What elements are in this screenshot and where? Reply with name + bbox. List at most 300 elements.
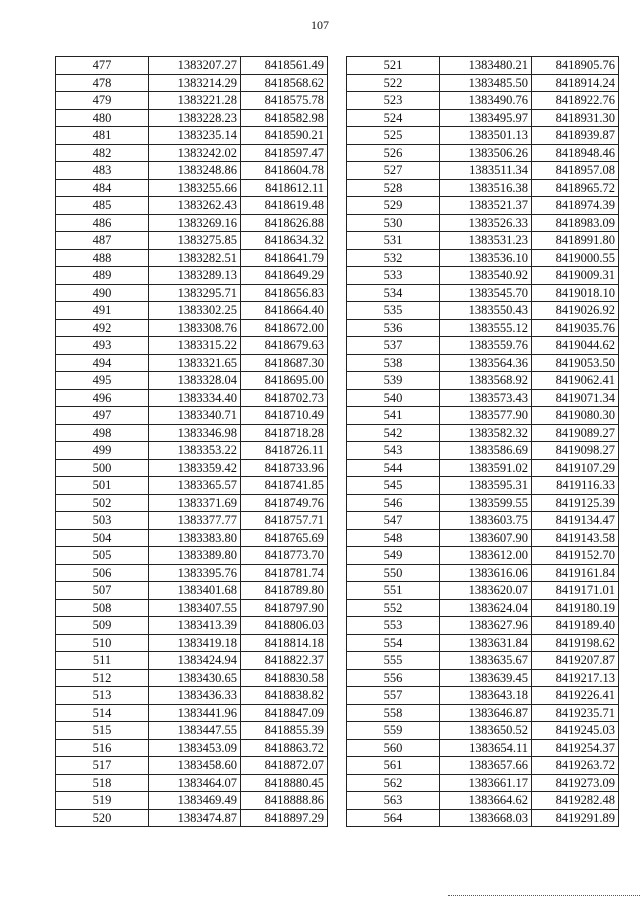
table-row	[347, 407, 619, 425]
table-row	[56, 459, 328, 477]
point-number-cell: 511	[56, 652, 149, 670]
point-number-cell: 482	[56, 144, 149, 162]
x-coordinate-cell: 1383650.52	[440, 722, 532, 740]
table-row	[347, 442, 619, 460]
point-number-cell: 507	[56, 582, 149, 600]
y-coordinate-cell: 8418702.73	[241, 389, 328, 407]
point-number-cell: 563	[347, 792, 440, 810]
point-number-cell: 514	[56, 704, 149, 722]
x-coordinate-cell: 1383661.17	[440, 774, 532, 792]
x-coordinate-cell: 1383315.22	[149, 337, 241, 355]
point-number-cell: 559	[347, 722, 440, 740]
y-coordinate-cell: 8418575.78	[241, 92, 328, 110]
table-row	[347, 214, 619, 232]
table-row	[56, 687, 328, 705]
x-coordinate-cell: 1383302.25	[149, 302, 241, 320]
point-number-cell: 561	[347, 757, 440, 775]
x-coordinate-cell: 1383214.29	[149, 74, 241, 92]
table-row	[56, 722, 328, 740]
y-coordinate-cell: 8418582.98	[241, 109, 328, 127]
y-coordinate-cell: 8419053.50	[532, 354, 619, 372]
point-number-cell: 481	[56, 127, 149, 145]
x-coordinate-cell: 1383654.11	[440, 739, 532, 757]
x-coordinate-cell: 1383643.18	[440, 687, 532, 705]
table-row	[347, 92, 619, 110]
table-row	[56, 74, 328, 92]
y-coordinate-cell: 8418757.71	[241, 512, 328, 530]
y-coordinate-cell: 8419035.76	[532, 319, 619, 337]
table-row	[347, 529, 619, 547]
x-coordinate-cell: 1383646.87	[440, 704, 532, 722]
x-coordinate-cell: 1383573.43	[440, 389, 532, 407]
x-coordinate-cell: 1383595.31	[440, 477, 532, 495]
y-coordinate-cell: 8419152.70	[532, 547, 619, 565]
point-number-cell: 489	[56, 267, 149, 285]
y-coordinate-cell: 8419098.27	[532, 442, 619, 460]
coordinates-table-left-body	[56, 57, 328, 827]
x-coordinate-cell: 1383346.98	[149, 424, 241, 442]
point-number-cell: 515	[56, 722, 149, 740]
table-row	[56, 284, 328, 302]
table-row	[56, 809, 328, 827]
table-row	[347, 372, 619, 390]
point-number-cell: 512	[56, 669, 149, 687]
y-coordinate-cell: 8419026.92	[532, 302, 619, 320]
x-coordinate-cell: 1383207.27	[149, 57, 241, 75]
x-coordinate-cell: 1383635.67	[440, 652, 532, 670]
point-number-cell: 508	[56, 599, 149, 617]
y-coordinate-cell: 8419009.31	[532, 267, 619, 285]
x-coordinate-cell: 1383474.87	[149, 809, 241, 827]
y-coordinate-cell: 8418830.58	[241, 669, 328, 687]
point-number-cell: 480	[56, 109, 149, 127]
point-number-cell: 528	[347, 179, 440, 197]
x-coordinate-cell: 1383262.43	[149, 197, 241, 215]
point-number-cell: 503	[56, 512, 149, 530]
x-coordinate-cell: 1383308.76	[149, 319, 241, 337]
point-number-cell: 513	[56, 687, 149, 705]
x-coordinate-cell: 1383591.02	[440, 459, 532, 477]
table-row	[56, 144, 328, 162]
x-coordinate-cell: 1383447.55	[149, 722, 241, 740]
table-row	[347, 792, 619, 810]
point-number-cell: 517	[56, 757, 149, 775]
point-number-cell: 560	[347, 739, 440, 757]
y-coordinate-cell: 8418590.21	[241, 127, 328, 145]
y-coordinate-cell: 8418914.24	[532, 74, 619, 92]
table-row	[56, 214, 328, 232]
y-coordinate-cell: 8418863.72	[241, 739, 328, 757]
y-coordinate-cell: 8418619.48	[241, 197, 328, 215]
point-number-cell: 525	[347, 127, 440, 145]
y-coordinate-cell: 8419273.09	[532, 774, 619, 792]
point-number-cell: 486	[56, 214, 149, 232]
table-row	[56, 582, 328, 600]
point-number-cell: 534	[347, 284, 440, 302]
x-coordinate-cell: 1383627.96	[440, 617, 532, 635]
coordinates-table-right	[346, 56, 619, 827]
y-coordinate-cell: 8418939.87	[532, 127, 619, 145]
x-coordinate-cell: 1383586.69	[440, 442, 532, 460]
x-coordinate-cell: 1383495.97	[440, 109, 532, 127]
x-coordinate-cell: 1383540.92	[440, 267, 532, 285]
x-coordinate-cell: 1383511.34	[440, 162, 532, 180]
point-number-cell: 554	[347, 634, 440, 652]
x-coordinate-cell: 1383282.51	[149, 249, 241, 267]
x-coordinate-cell: 1383531.23	[440, 232, 532, 250]
point-number-cell: 531	[347, 232, 440, 250]
point-number-cell: 527	[347, 162, 440, 180]
y-coordinate-cell: 8418641.79	[241, 249, 328, 267]
table-row	[56, 442, 328, 460]
y-coordinate-cell: 8418957.08	[532, 162, 619, 180]
y-coordinate-cell: 8419044.62	[532, 337, 619, 355]
y-coordinate-cell: 8419089.27	[532, 424, 619, 442]
y-coordinate-cell: 8418773.70	[241, 547, 328, 565]
table-row	[347, 459, 619, 477]
x-coordinate-cell: 1383577.90	[440, 407, 532, 425]
point-number-cell: 540	[347, 389, 440, 407]
x-coordinate-cell: 1383424.94	[149, 652, 241, 670]
point-number-cell: 564	[347, 809, 440, 827]
y-coordinate-cell: 8418806.03	[241, 617, 328, 635]
x-coordinate-cell: 1383490.76	[440, 92, 532, 110]
y-coordinate-cell: 8418741.85	[241, 477, 328, 495]
point-number-cell: 547	[347, 512, 440, 530]
table-row	[347, 512, 619, 530]
y-coordinate-cell: 8418679.63	[241, 337, 328, 355]
point-number-cell: 499	[56, 442, 149, 460]
x-coordinate-cell: 1383506.26	[440, 144, 532, 162]
x-coordinate-cell: 1383371.69	[149, 494, 241, 512]
y-coordinate-cell: 8418733.96	[241, 459, 328, 477]
y-coordinate-cell: 8419217.13	[532, 669, 619, 687]
table-row	[347, 74, 619, 92]
y-coordinate-cell: 8419143.58	[532, 529, 619, 547]
point-number-cell: 495	[56, 372, 149, 390]
point-number-cell: 543	[347, 442, 440, 460]
x-coordinate-cell: 1383453.09	[149, 739, 241, 757]
table-row	[347, 652, 619, 670]
y-coordinate-cell: 8419062.41	[532, 372, 619, 390]
x-coordinate-cell: 1383485.50	[440, 74, 532, 92]
point-number-cell: 552	[347, 599, 440, 617]
point-number-cell: 518	[56, 774, 149, 792]
table-row	[347, 267, 619, 285]
table-row	[347, 424, 619, 442]
point-number-cell: 550	[347, 564, 440, 582]
point-number-cell: 497	[56, 407, 149, 425]
x-coordinate-cell: 1383599.55	[440, 494, 532, 512]
y-coordinate-cell: 8418710.49	[241, 407, 328, 425]
y-coordinate-cell: 8418781.74	[241, 564, 328, 582]
y-coordinate-cell: 8418568.62	[241, 74, 328, 92]
point-number-cell: 522	[347, 74, 440, 92]
point-number-cell: 546	[347, 494, 440, 512]
y-coordinate-cell: 8418897.29	[241, 809, 328, 827]
table-row	[56, 774, 328, 792]
y-coordinate-cell: 8419263.72	[532, 757, 619, 775]
table-row	[56, 197, 328, 215]
table-row	[347, 249, 619, 267]
y-coordinate-cell: 8419207.87	[532, 652, 619, 670]
y-coordinate-cell: 8418612.11	[241, 179, 328, 197]
y-coordinate-cell: 8419107.29	[532, 459, 619, 477]
table-row	[56, 109, 328, 127]
table-row	[56, 302, 328, 320]
y-coordinate-cell: 8418872.07	[241, 757, 328, 775]
y-coordinate-cell: 8418597.47	[241, 144, 328, 162]
point-number-cell: 501	[56, 477, 149, 495]
point-number-cell: 500	[56, 459, 149, 477]
table-row	[347, 162, 619, 180]
y-coordinate-cell: 8419198.62	[532, 634, 619, 652]
point-number-cell: 484	[56, 179, 149, 197]
x-coordinate-cell: 1383536.10	[440, 249, 532, 267]
table-row	[56, 599, 328, 617]
table-row	[56, 547, 328, 565]
y-coordinate-cell: 8419000.55	[532, 249, 619, 267]
point-number-cell: 532	[347, 249, 440, 267]
point-number-cell: 545	[347, 477, 440, 495]
x-coordinate-cell: 1383480.21	[440, 57, 532, 75]
y-coordinate-cell: 8418765.69	[241, 529, 328, 547]
x-coordinate-cell: 1383624.04	[440, 599, 532, 617]
y-coordinate-cell: 8418695.00	[241, 372, 328, 390]
x-coordinate-cell: 1383340.71	[149, 407, 241, 425]
y-coordinate-cell: 8418880.45	[241, 774, 328, 792]
table-row	[347, 232, 619, 250]
y-coordinate-cell: 8418855.39	[241, 722, 328, 740]
x-coordinate-cell: 1383664.62	[440, 792, 532, 810]
point-number-cell: 533	[347, 267, 440, 285]
x-coordinate-cell: 1383395.76	[149, 564, 241, 582]
point-number-cell: 510	[56, 634, 149, 652]
x-coordinate-cell: 1383269.16	[149, 214, 241, 232]
table-row	[347, 774, 619, 792]
x-coordinate-cell: 1383255.66	[149, 179, 241, 197]
table-row	[56, 617, 328, 635]
point-number-cell: 493	[56, 337, 149, 355]
point-number-cell: 551	[347, 582, 440, 600]
table-row	[56, 634, 328, 652]
point-number-cell: 536	[347, 319, 440, 337]
y-coordinate-cell: 8418726.11	[241, 442, 328, 460]
y-coordinate-cell: 8418626.88	[241, 214, 328, 232]
y-coordinate-cell: 8418814.18	[241, 634, 328, 652]
x-coordinate-cell: 1383383.80	[149, 529, 241, 547]
x-coordinate-cell: 1383235.14	[149, 127, 241, 145]
point-number-cell: 509	[56, 617, 149, 635]
table-row	[347, 722, 619, 740]
y-coordinate-cell: 8419080.30	[532, 407, 619, 425]
table-row	[56, 564, 328, 582]
x-coordinate-cell: 1383441.96	[149, 704, 241, 722]
point-number-cell: 504	[56, 529, 149, 547]
point-number-cell: 544	[347, 459, 440, 477]
x-coordinate-cell: 1383620.07	[440, 582, 532, 600]
point-number-cell: 519	[56, 792, 149, 810]
point-number-cell: 526	[347, 144, 440, 162]
x-coordinate-cell: 1383582.32	[440, 424, 532, 442]
x-coordinate-cell: 1383501.13	[440, 127, 532, 145]
table-row	[347, 809, 619, 827]
table-row	[56, 57, 328, 75]
table-row	[56, 652, 328, 670]
point-number-cell: 505	[56, 547, 149, 565]
table-row	[347, 599, 619, 617]
point-number-cell: 483	[56, 162, 149, 180]
x-coordinate-cell: 1383668.03	[440, 809, 532, 827]
table-row	[347, 564, 619, 582]
x-coordinate-cell: 1383458.60	[149, 757, 241, 775]
table-row	[56, 494, 328, 512]
y-coordinate-cell: 8418888.86	[241, 792, 328, 810]
table-row	[56, 477, 328, 495]
table-row	[56, 529, 328, 547]
x-coordinate-cell: 1383616.06	[440, 564, 532, 582]
table-row	[347, 547, 619, 565]
point-number-cell: 502	[56, 494, 149, 512]
table-row	[56, 249, 328, 267]
table-row	[347, 109, 619, 127]
point-number-cell: 529	[347, 197, 440, 215]
table-row	[56, 267, 328, 285]
table-row	[347, 302, 619, 320]
y-coordinate-cell: 8419291.89	[532, 809, 619, 827]
point-number-cell: 491	[56, 302, 149, 320]
x-coordinate-cell: 1383607.90	[440, 529, 532, 547]
table-row	[347, 197, 619, 215]
y-coordinate-cell: 8419254.37	[532, 739, 619, 757]
point-number-cell: 496	[56, 389, 149, 407]
point-number-cell: 490	[56, 284, 149, 302]
point-number-cell: 535	[347, 302, 440, 320]
x-coordinate-cell: 1383612.00	[440, 547, 532, 565]
point-number-cell: 485	[56, 197, 149, 215]
point-number-cell: 523	[347, 92, 440, 110]
y-coordinate-cell: 8418789.80	[241, 582, 328, 600]
y-coordinate-cell: 8418931.30	[532, 109, 619, 127]
point-number-cell: 542	[347, 424, 440, 442]
table-row	[347, 494, 619, 512]
y-coordinate-cell: 8418672.00	[241, 319, 328, 337]
point-number-cell: 555	[347, 652, 440, 670]
point-number-cell: 539	[347, 372, 440, 390]
y-coordinate-cell: 8419071.34	[532, 389, 619, 407]
point-number-cell: 558	[347, 704, 440, 722]
table-row	[56, 424, 328, 442]
y-coordinate-cell: 8419161.84	[532, 564, 619, 582]
point-number-cell: 524	[347, 109, 440, 127]
y-coordinate-cell: 8418838.82	[241, 687, 328, 705]
y-coordinate-cell: 8418649.29	[241, 267, 328, 285]
x-coordinate-cell: 1383464.07	[149, 774, 241, 792]
point-number-cell: 530	[347, 214, 440, 232]
x-coordinate-cell: 1383407.55	[149, 599, 241, 617]
x-coordinate-cell: 1383526.33	[440, 214, 532, 232]
table-row	[347, 179, 619, 197]
table-row	[347, 477, 619, 495]
x-coordinate-cell: 1383275.85	[149, 232, 241, 250]
point-number-cell: 548	[347, 529, 440, 547]
y-coordinate-cell: 8418718.28	[241, 424, 328, 442]
x-coordinate-cell: 1383228.23	[149, 109, 241, 127]
x-coordinate-cell: 1383545.70	[440, 284, 532, 302]
y-coordinate-cell: 8418604.78	[241, 162, 328, 180]
footer-dotted-rule	[448, 895, 640, 896]
x-coordinate-cell: 1383631.84	[440, 634, 532, 652]
point-number-cell: 494	[56, 354, 149, 372]
y-coordinate-cell: 8419245.03	[532, 722, 619, 740]
y-coordinate-cell: 8419282.48	[532, 792, 619, 810]
y-coordinate-cell: 8418822.37	[241, 652, 328, 670]
y-coordinate-cell: 8419134.47	[532, 512, 619, 530]
table-row	[56, 319, 328, 337]
x-coordinate-cell: 1383289.13	[149, 267, 241, 285]
x-coordinate-cell: 1383353.22	[149, 442, 241, 460]
point-number-cell: 488	[56, 249, 149, 267]
x-coordinate-cell: 1383401.68	[149, 582, 241, 600]
table-row	[347, 127, 619, 145]
coordinates-table-left	[55, 56, 328, 827]
table-row	[347, 337, 619, 355]
x-coordinate-cell: 1383248.86	[149, 162, 241, 180]
table-row	[56, 389, 328, 407]
table-row	[56, 792, 328, 810]
table-row	[56, 162, 328, 180]
table-row	[347, 687, 619, 705]
point-number-cell: 553	[347, 617, 440, 635]
y-coordinate-cell: 8419235.71	[532, 704, 619, 722]
table-row	[347, 617, 619, 635]
y-coordinate-cell: 8418687.30	[241, 354, 328, 372]
x-coordinate-cell: 1383328.04	[149, 372, 241, 390]
point-number-cell: 477	[56, 57, 149, 75]
table-row	[347, 57, 619, 75]
table-row	[56, 127, 328, 145]
table-row	[56, 232, 328, 250]
y-coordinate-cell: 8418561.49	[241, 57, 328, 75]
table-row	[56, 512, 328, 530]
table-row	[56, 354, 328, 372]
y-coordinate-cell: 8418664.40	[241, 302, 328, 320]
point-number-cell: 506	[56, 564, 149, 582]
point-number-cell: 520	[56, 809, 149, 827]
table-row	[56, 92, 328, 110]
x-coordinate-cell: 1383559.76	[440, 337, 532, 355]
table-row	[347, 354, 619, 372]
table-row	[56, 739, 328, 757]
x-coordinate-cell: 1383221.28	[149, 92, 241, 110]
x-coordinate-cell: 1383603.75	[440, 512, 532, 530]
y-coordinate-cell: 8418847.09	[241, 704, 328, 722]
point-number-cell: 521	[347, 57, 440, 75]
point-number-cell: 498	[56, 424, 149, 442]
x-coordinate-cell: 1383242.02	[149, 144, 241, 162]
point-number-cell: 549	[347, 547, 440, 565]
y-coordinate-cell: 8419189.40	[532, 617, 619, 635]
y-coordinate-cell: 8418656.83	[241, 284, 328, 302]
x-coordinate-cell: 1383516.38	[440, 179, 532, 197]
y-coordinate-cell: 8418983.09	[532, 214, 619, 232]
table-row	[56, 372, 328, 390]
table-row	[56, 337, 328, 355]
table-row	[347, 319, 619, 337]
x-coordinate-cell: 1383430.65	[149, 669, 241, 687]
point-number-cell: 541	[347, 407, 440, 425]
x-coordinate-cell: 1383413.39	[149, 617, 241, 635]
